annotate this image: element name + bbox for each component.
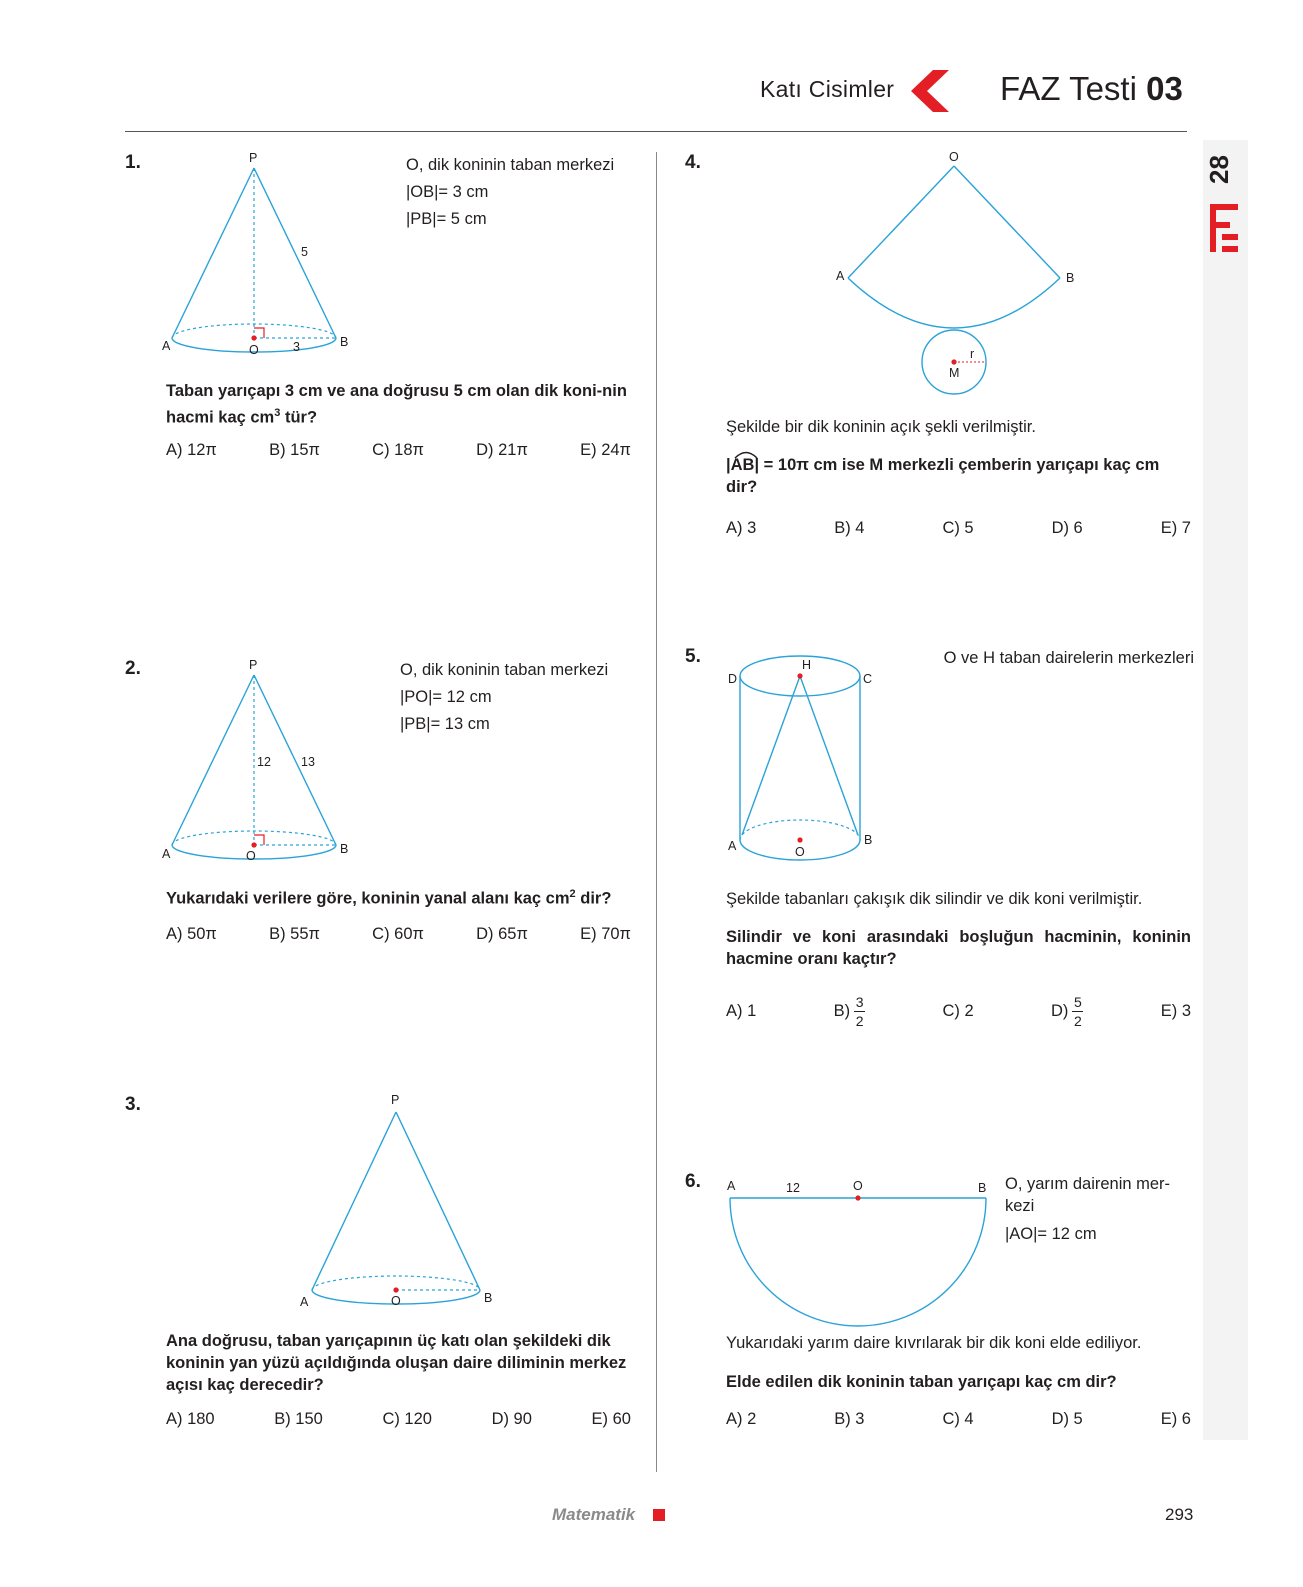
q3-label-o: O: [391, 1294, 401, 1308]
question-1-number: 1.: [125, 152, 141, 173]
question-5-given: O ve H taban dairelerin merkezleri: [943, 649, 1194, 667]
q2-label-h: 12: [257, 755, 271, 769]
choice-a[interactable]: A) 2: [726, 1410, 757, 1428]
given-line: O, yarım dairenin mer-: [1005, 1175, 1171, 1193]
question-2-choices: [166, 925, 631, 944]
q3-label-p: P: [391, 1093, 400, 1107]
choice-d[interactable]: D) 6: [1051, 519, 1083, 537]
choice-d[interactable]: D) $\frac{5}{2}$: [1050, 994, 1082, 1029]
q1-label-p: P: [249, 151, 258, 165]
choice-c[interactable]: C) 5: [942, 519, 974, 537]
given-line: O, dik koninin taban merkezi: [400, 661, 609, 679]
choice-b[interactable]: B) $\frac{3}{2}$: [833, 994, 864, 1029]
q4-label-o: O: [949, 150, 959, 164]
question-6-text: Elde edilen dik koninin taban yarıçapı kaç cm dir?: [726, 1373, 1117, 1391]
choice-b[interactable]: B) 3: [834, 1410, 865, 1428]
test-number: 03: [1146, 70, 1183, 107]
question-6-given: [1005, 1173, 1195, 1245]
given-line: |AO|= 12 cm: [1005, 1225, 1097, 1243]
given-line: |PB|= 5 cm: [406, 210, 487, 228]
q4-label-m: M: [949, 366, 960, 380]
fraction: $\frac{5}{2}$: [1073, 994, 1082, 1029]
choice-d[interactable]: D) 21π: [476, 441, 528, 459]
question-4-sector-figure: [830, 148, 1080, 398]
question-6-choices: [726, 1410, 1191, 1429]
question-1-cone-figure: [160, 148, 360, 363]
choice-c[interactable]: C) 120: [382, 1410, 432, 1428]
question-6-semicircle-figure: [720, 1170, 1000, 1330]
question-5-statement: Şekilde tabanları çakışık dik silindir ve dik koni verilmiştir.: [726, 890, 1143, 908]
q2-label-b: B: [340, 842, 349, 856]
q1-label-r: 3: [293, 340, 300, 354]
choice-c[interactable]: C) 4: [942, 1410, 974, 1428]
q4-label-r: r: [970, 347, 975, 361]
question-5-number: 5.: [685, 646, 701, 667]
choice-b[interactable]: B) 55π: [269, 925, 320, 943]
choice-e[interactable]: E) 7: [1160, 519, 1191, 537]
q6-label-r: 12: [786, 1181, 800, 1195]
choice-a[interactable]: A) 180: [166, 1410, 215, 1428]
question-1-text: Taban yarıçapı 3 cm ve ana doğrusu 5 cm olan dik koni-nin hacmi kaç $cm^3$ tür?: [166, 382, 627, 427]
q6-label-o: O: [853, 1179, 863, 1193]
question-6-statement: Yukarıdaki yarım daire kıvrılarak bir dik koni elde ediliyor.: [726, 1334, 1142, 1352]
choice-a[interactable]: A) 12π: [166, 441, 217, 459]
q1-label-l: 5: [301, 245, 308, 259]
choice-b[interactable]: B) 15π: [269, 441, 320, 459]
q2-label-p: P: [249, 658, 258, 672]
q3-label-a: A: [300, 1295, 309, 1309]
question-5-choices: [726, 995, 1191, 1028]
q4-label-a: A: [836, 269, 845, 283]
page-number: 293: [1165, 1505, 1194, 1524]
choice-c[interactable]: C) 60π: [372, 925, 424, 943]
given-line: kezi: [1005, 1197, 1035, 1215]
given-line: |PB|= 13 cm: [400, 715, 490, 733]
given-line: |PO|= 12 cm: [400, 688, 492, 706]
question-4-number: 4.: [685, 152, 701, 173]
choice-e[interactable]: E) 70π: [580, 925, 631, 943]
choice-e[interactable]: E) 24π: [580, 441, 631, 459]
q6-label-a: A: [727, 1179, 736, 1193]
question-2-given: [400, 657, 608, 738]
q3-label-b: B: [484, 1291, 493, 1305]
choice-c[interactable]: C) 18π: [372, 441, 424, 459]
q2-label-l: 13: [301, 755, 315, 769]
question-2-text: Yukarıdaki verilere göre, koninin yanal alanı kaç $cm^2$ dir?: [166, 888, 612, 908]
q5-label-d: D: [728, 672, 738, 686]
choice-a[interactable]: A) 50π: [166, 925, 217, 943]
question-3-choices: [166, 1410, 631, 1429]
question-1-given: [406, 152, 614, 233]
question-3-number: 3.: [125, 1094, 141, 1115]
question-2-number: 2.: [125, 658, 141, 679]
q6-label-b: B: [978, 1181, 987, 1195]
q1-label-b: B: [340, 335, 349, 349]
test-prefix: FAZ Testi: [1000, 70, 1137, 107]
question-5-text: Silindir ve koni arasındaki boşluğun hacminin, koninin hacmine oranı kaçtır?: [726, 928, 1191, 968]
q2-label-o: O: [246, 849, 256, 863]
q5-label-h: H: [802, 658, 812, 672]
chevron-logo-icon: [905, 68, 951, 114]
choice-d[interactable]: D) 5: [1051, 1410, 1083, 1428]
q5-label-c: C: [863, 672, 873, 686]
side-tab-number: 28: [1204, 155, 1234, 185]
fraction: $\frac{3}{2}$: [855, 994, 864, 1029]
given-line: |OB|= 3 cm: [406, 183, 489, 201]
header-divider: [125, 131, 1187, 132]
choice-e[interactable]: E) 3: [1160, 1002, 1191, 1020]
question-1-choices: [166, 441, 631, 460]
test-title: [1000, 70, 1183, 108]
footer-subject: Matematik: [552, 1505, 636, 1524]
q5-label-b: B: [864, 833, 873, 847]
faz-logo-icon: [1208, 200, 1240, 256]
choice-e[interactable]: E) 6: [1160, 1410, 1191, 1428]
q5-label-a: A: [728, 839, 737, 853]
question-4-choices: [726, 519, 1191, 538]
arc-symbol-icon: [733, 449, 759, 459]
choice-b[interactable]: B) 4: [834, 519, 865, 537]
question-3-text: Ana doğrusu, taban yarıçapının üç katı olan şekildeki dik koninin yan yüzü açıldığında oluşan daire diliminin merkez açısı kaç derecedir?: [166, 1332, 627, 1394]
q1-label-o: O: [249, 343, 259, 357]
q4-label-b: B: [1066, 271, 1075, 285]
choice-d[interactable]: D) 90: [491, 1410, 532, 1428]
question-5-cylinder-cone-figure: [720, 652, 890, 872]
column-divider: [656, 152, 657, 1472]
choice-e[interactable]: E) 60: [591, 1410, 631, 1428]
q1-label-a: A: [162, 339, 171, 353]
question-2-cone-figure: [160, 655, 360, 870]
choice-a[interactable]: A) 3: [726, 519, 757, 537]
choice-d[interactable]: D) 65π: [476, 925, 528, 943]
choice-b[interactable]: B) 150: [274, 1410, 323, 1428]
q5-label-o: O: [795, 845, 805, 859]
q2-label-a: A: [162, 847, 171, 861]
question-4-statement: Şekilde bir dik koninin açık şekli verilmiştir.: [726, 418, 1036, 436]
side-tab: [1203, 140, 1248, 1440]
footer-square-icon: [653, 1509, 665, 1521]
chapter-title: Katı Cisimler: [760, 76, 895, 102]
given-line: O, dik koninin taban merkezi: [406, 156, 615, 174]
question-6-number: 6.: [685, 1171, 701, 1192]
question-4-text: |AB| = 10π cm ise M merkezli çemberin yarıçapı kaç cm dir?: [726, 456, 1160, 496]
question-3-cone-figure: [296, 1090, 506, 1315]
choice-c[interactable]: C) 2: [942, 1002, 974, 1020]
choice-a[interactable]: A) 1: [726, 1002, 757, 1020]
